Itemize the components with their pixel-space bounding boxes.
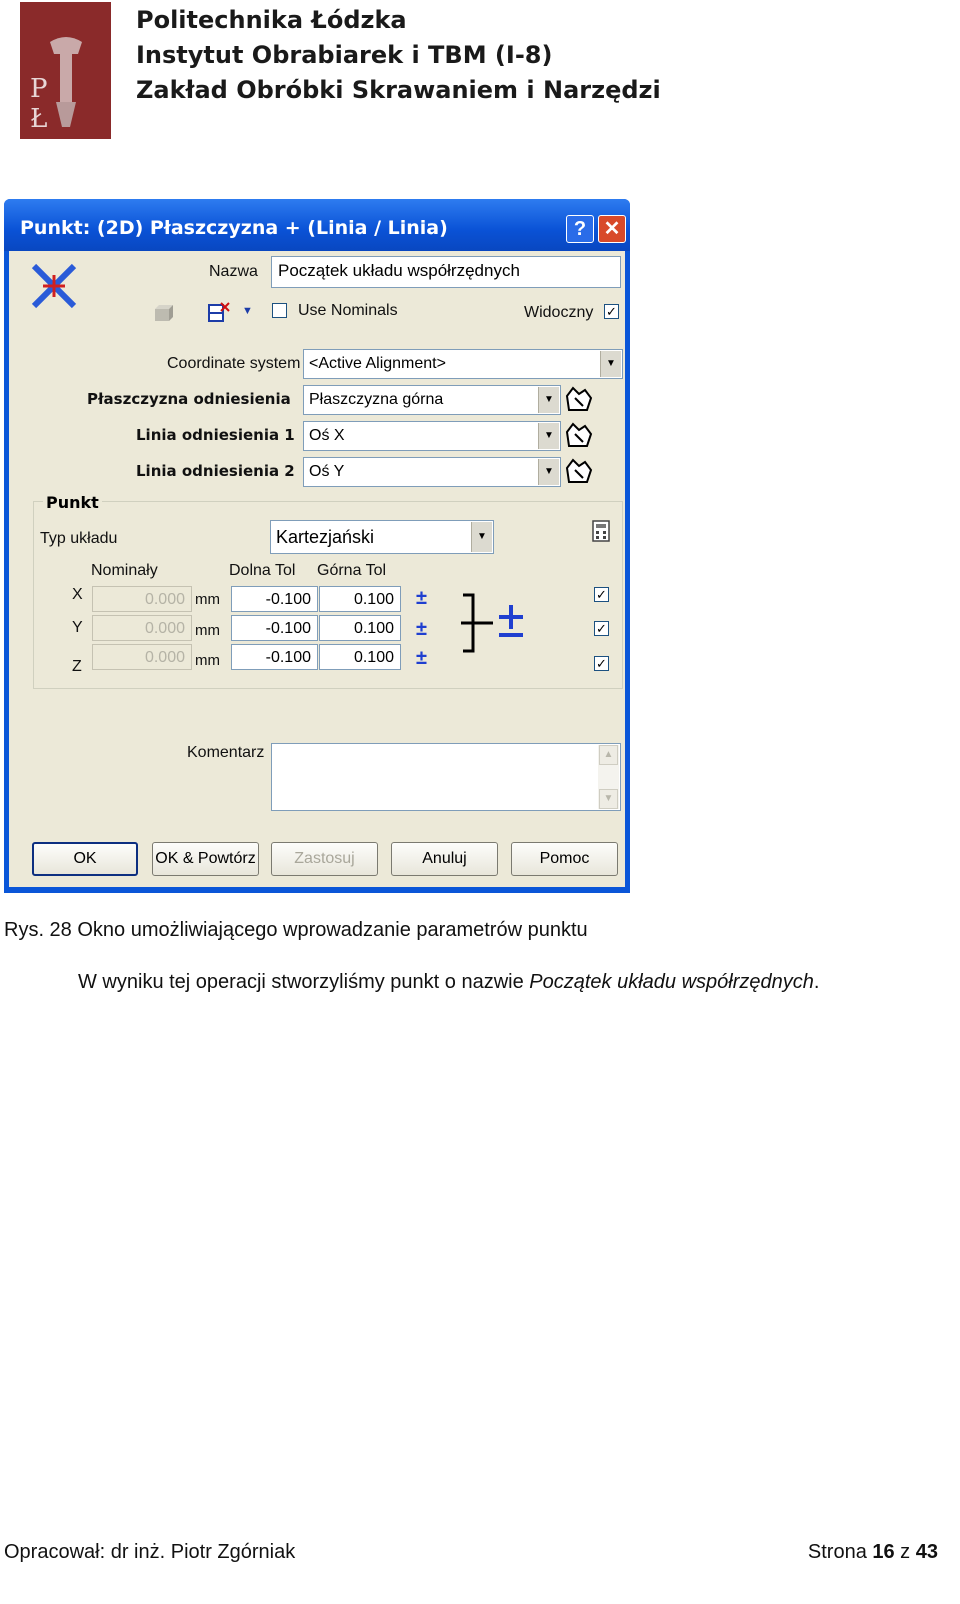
- axis-y-checkbox[interactable]: ✓: [594, 621, 609, 636]
- upper-tol-x-field[interactable]: 0.100: [319, 586, 401, 612]
- reference-line-1-value: Oś X: [309, 427, 345, 444]
- visible-label: Widoczny: [524, 304, 594, 321]
- header-university: Politechnika Łódzka: [136, 6, 407, 34]
- lower-tol-x-field[interactable]: -0.100: [231, 586, 318, 612]
- reference-plane-select[interactable]: [303, 385, 561, 415]
- reference-line-1-label: Linia odniesienia 1: [136, 426, 295, 444]
- pick-hand-icon[interactable]: [563, 456, 595, 486]
- unit-x-label: mm: [195, 591, 220, 608]
- dialog-client-area: [9, 251, 625, 887]
- apply-button[interactable]: Zastosuj: [271, 842, 378, 876]
- column-upper-tol-header: Górna Tol: [317, 562, 387, 579]
- layout-type-value: Kartezjański: [276, 527, 375, 547]
- upper-tol-y-field[interactable]: 0.100: [319, 615, 401, 641]
- ok-button[interactable]: OK: [32, 842, 138, 876]
- point-group-title: Punkt: [43, 493, 102, 512]
- page-separator: z: [894, 1541, 916, 1563]
- dialog-title: Punkt: (2D) Płaszczyzna + (Linia / Linia): [20, 217, 448, 239]
- paragraph-emphasis: Początek układu współrzędnych: [529, 971, 814, 993]
- page-prefix: Strona: [807, 1541, 873, 1563]
- page-total: 43: [915, 1541, 938, 1563]
- ok-repeat-button[interactable]: OK & Powtórz: [152, 842, 259, 876]
- chevron-down-icon[interactable]: ▼: [538, 423, 559, 449]
- footer-page-number: [808, 1541, 938, 1564]
- calculator-icon[interactable]: [591, 519, 611, 543]
- name-label: Nazwa: [209, 263, 258, 280]
- comment-label: Komentarz: [187, 744, 265, 761]
- coordinate-system-label: Coordinate system: [167, 355, 301, 372]
- unit-z-label: mm: [195, 652, 220, 669]
- chevron-down-icon[interactable]: ▼: [600, 351, 621, 377]
- column-nominal-header: Nominały: [91, 562, 158, 579]
- reference-plane-label: Płaszczyzna odniesienia: [87, 390, 291, 408]
- nominal-z-field[interactable]: 0.000: [92, 644, 192, 670]
- header-institute: Instytut Obrabiarek i TBM (I-8): [136, 41, 553, 69]
- header-department: Zakład Obróbki Skrawaniem i Narzędzi: [136, 76, 661, 104]
- layout-type-label: Typ układu: [40, 530, 118, 547]
- pick-hand-icon[interactable]: [563, 384, 595, 414]
- axis-z-checkbox[interactable]: ✓: [594, 656, 609, 671]
- reference-line-2-label: Linia odniesienia 2: [136, 462, 295, 480]
- comment-scrollbar[interactable]: [598, 745, 619, 809]
- upper-tol-z-field[interactable]: 0.100: [319, 644, 401, 670]
- axis-x-checkbox[interactable]: ✓: [594, 587, 609, 602]
- reference-line-1-select[interactable]: [303, 421, 561, 451]
- lower-tol-z-field[interactable]: -0.100: [231, 644, 318, 670]
- paragraph-end: .: [813, 971, 820, 993]
- cancel-button[interactable]: Anuluj: [391, 842, 498, 876]
- unit-y-label: mm: [195, 622, 220, 639]
- coordinate-system-select[interactable]: [303, 349, 623, 379]
- chevron-down-icon[interactable]: ▼: [538, 459, 559, 485]
- footer-author: Opracował: dr inż. Piotr Zgórniak: [4, 1541, 296, 1563]
- chevron-down-icon[interactable]: ▼: [471, 522, 492, 552]
- close-button[interactable]: ✕: [598, 215, 626, 243]
- help-button[interactable]: Pomoc: [511, 842, 618, 876]
- use-nominals-checkbox[interactable]: [272, 303, 287, 318]
- use-nominals-label: Use Nominals: [298, 302, 398, 319]
- page-current: 16: [872, 1541, 895, 1563]
- plus-minus-icon[interactable]: ±: [416, 647, 427, 669]
- axis-y-label: Y: [72, 619, 83, 636]
- layout-type-select[interactable]: [270, 520, 494, 554]
- point-feature-icon: [29, 261, 79, 311]
- paragraph-text: W wyniku tej operacji stworzyliśmy punkt o nazwie: [78, 971, 530, 993]
- nominal-x-field[interactable]: 0.000: [92, 586, 192, 612]
- visible-checkbox[interactable]: ✓: [604, 304, 619, 319]
- body-paragraph: [78, 971, 819, 994]
- chevron-down-icon[interactable]: ▼: [538, 387, 559, 413]
- reference-line-2-value: Oś Y: [309, 463, 345, 480]
- logo-text: P Ł: [30, 74, 66, 134]
- scroll-down-icon[interactable]: ▼: [599, 789, 618, 809]
- university-logo: [20, 2, 111, 139]
- pick-hand-icon[interactable]: [563, 420, 595, 450]
- nominal-y-field[interactable]: 0.000: [92, 615, 192, 641]
- point-dialog: [4, 199, 630, 893]
- figure-caption: Rys. 28 Okno umożliwiającego wprowadzanie parametrów punktu: [4, 919, 588, 941]
- scroll-up-icon[interactable]: ▲: [599, 745, 618, 765]
- plus-minus-icon[interactable]: ±: [416, 587, 427, 609]
- reference-line-2-select[interactable]: [303, 457, 561, 487]
- dialog-titlebar[interactable]: [4, 199, 630, 251]
- graphics-view-icon[interactable]: [153, 303, 175, 323]
- axis-x-label: X: [72, 586, 83, 603]
- column-lower-tol-header: Dolna Tol: [229, 562, 296, 579]
- help-title-button[interactable]: ?: [566, 215, 594, 243]
- lower-tol-y-field[interactable]: -0.100: [231, 615, 318, 641]
- tolerance-bracket-icon[interactable]: [457, 591, 527, 655]
- reference-plane-value: Płaszczyzna górna: [309, 391, 444, 408]
- chevron-down-icon[interactable]: ▼: [242, 305, 253, 317]
- insert-feature-icon[interactable]: [207, 301, 233, 325]
- comment-field[interactable]: [271, 743, 621, 811]
- coordinate-system-value: <Active Alignment>: [309, 355, 446, 372]
- plus-minus-icon[interactable]: ±: [416, 618, 427, 640]
- name-field[interactable]: Początek układu współrzędnych: [271, 256, 621, 288]
- axis-z-label: Z: [72, 658, 82, 675]
